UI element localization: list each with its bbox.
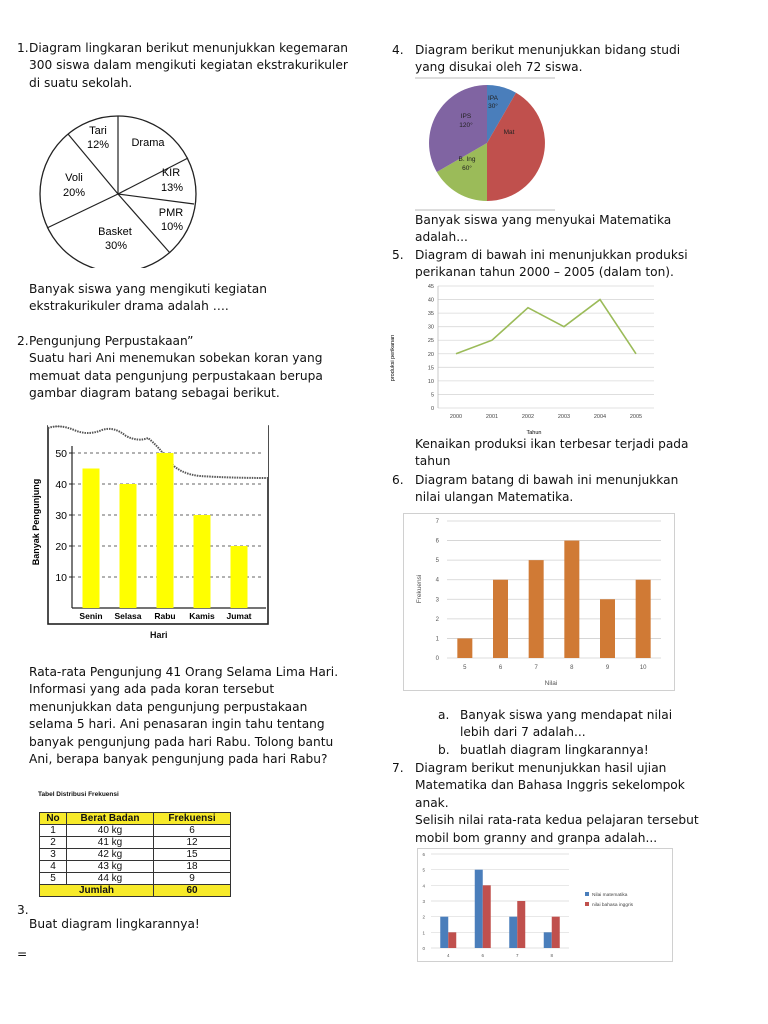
q7-line-1: Diagram berikut menunjukkan hasil ujian: [415, 761, 667, 775]
q6-sub-a-marker: a.: [438, 708, 450, 722]
q2-line-1: Suatu hari Ani menemukan sobekan koran yang: [29, 351, 323, 366]
q2-xlabel: Hari: [150, 630, 168, 640]
q2-bar: [231, 546, 248, 608]
q7-bar: [475, 870, 483, 948]
table-cell: 42 kg: [67, 849, 154, 861]
q2-bar: [83, 469, 100, 609]
q2-bar: [194, 515, 211, 608]
q2-line-3: gambar diagram batang sebagai berikut.: [29, 386, 280, 401]
q6-ytick-label: 6: [435, 538, 439, 545]
q6-xtick-label: 8: [570, 665, 574, 671]
q5-ytick-label: 40: [427, 297, 434, 304]
q2-ytick-label: 40: [55, 479, 67, 491]
q4-number: 4.: [392, 43, 404, 57]
pie-label-drama: Drama: [131, 137, 165, 149]
q2-question-4: selama 5 hari. Ani penasaran ingin tahu tentang: [29, 717, 325, 732]
q6-bar: [457, 638, 472, 658]
q1-text: [17, 40, 347, 92]
q6-xtick-label: 9: [605, 665, 610, 671]
q4-label-ipa: IPA: [488, 95, 498, 102]
q7-bar: [483, 885, 491, 948]
q2-xtick-label: Senin: [79, 611, 103, 621]
q6-ytick-label: 7: [435, 519, 439, 525]
q7-ytick-label: 3: [422, 899, 425, 904]
q1-line-1: Diagram lingkaran berikut menunjukkan kegemaran: [29, 41, 349, 55]
pie-pct-kir: 13%: [160, 182, 184, 194]
q5-ytick-label: 15: [427, 365, 434, 372]
pie-label-basket: Basket: [98, 226, 132, 238]
q6-xlabel: Nilai: [544, 680, 558, 687]
q4-value-ips: 120°: [459, 122, 473, 129]
q5-ytick-label: 0: [430, 406, 434, 412]
q4-question-1: Banyak siswa yang menyukai Matematika: [415, 213, 672, 227]
q5-xtick-label: 2005: [629, 414, 643, 420]
q5-ytick-label: 10: [427, 378, 434, 385]
q6-bar-chart: [403, 513, 675, 691]
table-header: Frekuensi: [154, 813, 231, 825]
q6-sub-b: [438, 742, 649, 759]
q4-line-2: yang disukai oleh 72 siswa.: [415, 60, 583, 75]
q7-ytick-label: 6: [422, 852, 425, 857]
q4-value-bing: 60°: [462, 165, 472, 172]
frequency-table: [39, 812, 231, 897]
q7-bar: [552, 917, 560, 948]
q1-question: [29, 281, 267, 316]
table-row: [40, 825, 231, 837]
q6-bar: [636, 580, 651, 658]
q6-sub-b-1: buatlah diagram lingkarannya!: [460, 743, 649, 757]
q2-bar: [157, 453, 174, 608]
q7-bar: [440, 917, 448, 948]
table-cell: 40 kg: [67, 825, 154, 837]
q4-line-1: Diagram berikut menunjukkan bidang studi: [415, 43, 681, 57]
table-cell: 3: [40, 849, 67, 861]
table-total-label: Jumlah: [40, 885, 154, 897]
q5-line-1: Diagram di bawah ini menunjukkan produksi: [415, 248, 688, 262]
q5-xtick-label: 2001: [485, 414, 499, 420]
q5-xtick-label: 2003: [557, 414, 571, 420]
q7-bar: [509, 917, 517, 948]
q7-xtick-label: 4: [446, 953, 450, 958]
q2-ytick-label: 50: [55, 448, 67, 460]
q5-xlabel: Tahun: [526, 430, 542, 436]
legend-swatch-inggris: [585, 902, 589, 906]
q7-number: 7.: [392, 761, 404, 775]
table-header-row: [40, 813, 231, 825]
q2-xtick-label: Kamis: [189, 611, 215, 621]
q2-bar-chart: [30, 422, 270, 644]
q6-line-1: Diagram batang di bawah ini menunjukkan: [415, 473, 679, 487]
q7-ytick-label: 2: [422, 914, 425, 920]
q6-number: 6.: [392, 473, 404, 487]
pie-pct-basket: 30%: [104, 240, 128, 252]
q6-sub-a-1: Banyak siswa yang mendapat nilai: [460, 708, 673, 722]
q6-xtick-label: 6: [498, 665, 503, 671]
table-cell: 41 kg: [67, 837, 154, 849]
q6-bar: [529, 560, 544, 658]
q5-question-1: Kenaikan produksi ikan terbesar terjadi pada: [415, 437, 689, 451]
q6-ytick-label: 2: [435, 616, 439, 623]
q6-sub-a: [438, 707, 672, 742]
table-row: [40, 873, 231, 885]
q3-number: 3.: [17, 903, 29, 917]
q7-ytick-label: 0: [422, 946, 425, 951]
pie-label-pmr: PMR: [158, 207, 184, 219]
table-cell: 44 kg: [67, 873, 154, 885]
q7-ytick-label: 1: [422, 930, 425, 936]
q5-text: [392, 247, 688, 282]
q6-ytick-label: 5: [435, 558, 439, 565]
q2-xtick-label: Rabu: [154, 611, 176, 621]
pie-label-kir: KIR: [161, 167, 181, 179]
q2-question: [29, 664, 338, 768]
q5-ytick-label: 35: [427, 311, 434, 318]
pie-pct-tari: 12%: [86, 139, 110, 151]
q4-question-2: adalah...: [415, 230, 468, 245]
q7-line-5: mobil bom granny and granpa adalah...: [415, 830, 658, 845]
q2-question-1: Rata-rata Pengunjung 41 Orang Selama Lima Hari.: [29, 665, 339, 679]
q6-text: [392, 472, 678, 507]
q6-line-2: nilai ulangan Matematika.: [415, 490, 574, 505]
q7-xtick-label: 6: [481, 953, 485, 958]
q6-xtick-label: 7: [534, 665, 538, 671]
q6-sub-b-marker: b.: [438, 743, 450, 757]
pie-pct-pmr: 10%: [160, 221, 184, 233]
q5-ytick-label: 45: [427, 284, 434, 290]
table-total-value: 60: [154, 885, 231, 897]
legend-label-inggris: nilai bahasa inggris: [592, 903, 634, 908]
q7-ytick-label: 5: [422, 867, 425, 873]
table-total-row: [40, 885, 231, 897]
q6-xtick-label: 5: [463, 665, 467, 671]
q5-question-2: tahun: [415, 454, 451, 469]
q7-bar-chart: [417, 848, 673, 962]
q2-ytick-label: 10: [55, 572, 67, 584]
q5-xtick-label: 2002: [521, 414, 535, 420]
q7-line-3: anak.: [415, 795, 449, 810]
table-cell: 15: [154, 849, 231, 861]
q6-ytick-label: 0: [435, 656, 439, 662]
q2-title: Pengunjung Perpustakaan”: [29, 334, 194, 348]
q5-ytick-label: 5: [430, 392, 434, 399]
table-cell: 9: [154, 873, 231, 885]
q6-ytick-label: 3: [435, 597, 439, 604]
q2-question-5: banyak pengunjung pada hari Rabu. Tolong bantu: [29, 734, 334, 749]
q3-question: Buat diagram lingkarannya!: [29, 917, 200, 931]
legend-label-matematika: Nilai matematika: [592, 893, 628, 898]
table-row: [40, 849, 231, 861]
q5-ytick-label: 20: [427, 351, 434, 358]
q4-label-ips: IPS: [460, 113, 472, 120]
q2-xtick-label: Jumat: [226, 611, 252, 621]
q6-ytick-label: 1: [435, 636, 439, 643]
q1-number: 1.: [17, 41, 29, 55]
pie-label-voli: Voli: [65, 172, 83, 184]
q6-bar: [600, 599, 615, 658]
q4-question: [415, 212, 671, 247]
q5-line-chart: [386, 280, 662, 436]
q2-ylabel: Banyak Pengunjung: [31, 478, 41, 566]
q2-number: 2.: [17, 334, 29, 348]
q2-line-2: memuat data pengunjung perpustakaan berupa: [29, 368, 323, 383]
q6-ytick-label: 4: [435, 577, 439, 584]
table-header: Berat Badan: [67, 813, 154, 825]
q4-label-bing: B. Ing: [458, 156, 476, 163]
q5-line-2: perikanan tahun 2000 – 2005 (dalam ton).: [415, 265, 674, 280]
q5-ylabel: produksi perikanan: [390, 334, 396, 382]
table-row: [40, 837, 231, 849]
legend-swatch-matematika: [585, 892, 589, 896]
q4-pie-chart: [415, 77, 555, 212]
q1-pie-chart: [36, 108, 200, 268]
q7-line-2: Matematika dan Bahasa Inggris sekelompok: [415, 778, 685, 793]
q4-value-ipa: 30°: [488, 103, 498, 110]
q1-line-3: di suatu sekolah.: [29, 75, 133, 90]
q2-question-3: menunjukkan data pengunjung perpustakaan: [29, 699, 308, 714]
q6-ylabel: Frekuensi: [416, 574, 423, 604]
footer-equals: =: [17, 947, 28, 961]
q5-xtick-label: 2000: [449, 414, 463, 420]
table-cell: 12: [154, 837, 231, 849]
q1-line-2: 300 siswa dalam mengikuti kegiatan ekstrakurikuler: [29, 58, 348, 73]
q2-bar: [120, 484, 137, 608]
q2-ytick-label: 30: [55, 510, 67, 522]
q5-ytick-label: 30: [427, 324, 434, 331]
q6-bar: [493, 580, 508, 658]
q5-question: [415, 436, 689, 471]
q2-question-6: Ani, berapa banyak pengunjung pada hari Rabu?: [29, 752, 328, 767]
q5-ytick-label: 25: [427, 338, 434, 345]
table-cell: 6: [154, 825, 231, 837]
table-cell: 4: [40, 861, 67, 873]
q6-xtick-label: 10: [639, 665, 647, 671]
q7-line-4: Selisih nilai rata-rata kedua pelajaran tersebut: [415, 813, 699, 828]
table-cell: 1: [40, 825, 67, 837]
q2-text: [17, 333, 323, 403]
q1-question-2: ekstrakurikuler drama adalah ….: [29, 299, 229, 314]
pie-label-tari: Tari: [89, 125, 107, 137]
table-cell: 2: [40, 837, 67, 849]
pie-pct-voli: 20%: [62, 187, 86, 199]
q7-text: [392, 760, 699, 847]
table-cell: 43 kg: [67, 861, 154, 873]
q4-label-mat: Mat: [503, 129, 515, 136]
table-header: No: [40, 813, 67, 825]
q3-table-title: Tabel Distribusi Frekuensi: [38, 791, 119, 798]
q7-bar: [448, 932, 456, 948]
q1-question-1: Banyak siswa yang mengikuti kegiatan: [29, 282, 267, 296]
q6-bar: [564, 541, 579, 658]
q6-sub-a-2: lebih dari 7 adalah...: [460, 725, 586, 740]
q7-bar: [544, 932, 552, 948]
q7-xtick-label: 8: [550, 953, 554, 958]
q2-ytick-label: 20: [55, 541, 67, 553]
table-cell: 18: [154, 861, 231, 873]
q7-xtick-label: 7: [515, 953, 519, 958]
q5-xtick-label: 2004: [593, 414, 607, 420]
q5-number: 5.: [392, 248, 404, 262]
q7-bar: [517, 901, 525, 948]
table-cell: 5: [40, 873, 67, 885]
q2-question-2: Informasi yang ada pada koran tersebut: [29, 682, 275, 697]
q7-ytick-label: 4: [422, 883, 425, 889]
table-row: [40, 861, 231, 873]
q4-text: [392, 42, 680, 77]
q2-xtick-label: Selasa: [114, 611, 142, 621]
